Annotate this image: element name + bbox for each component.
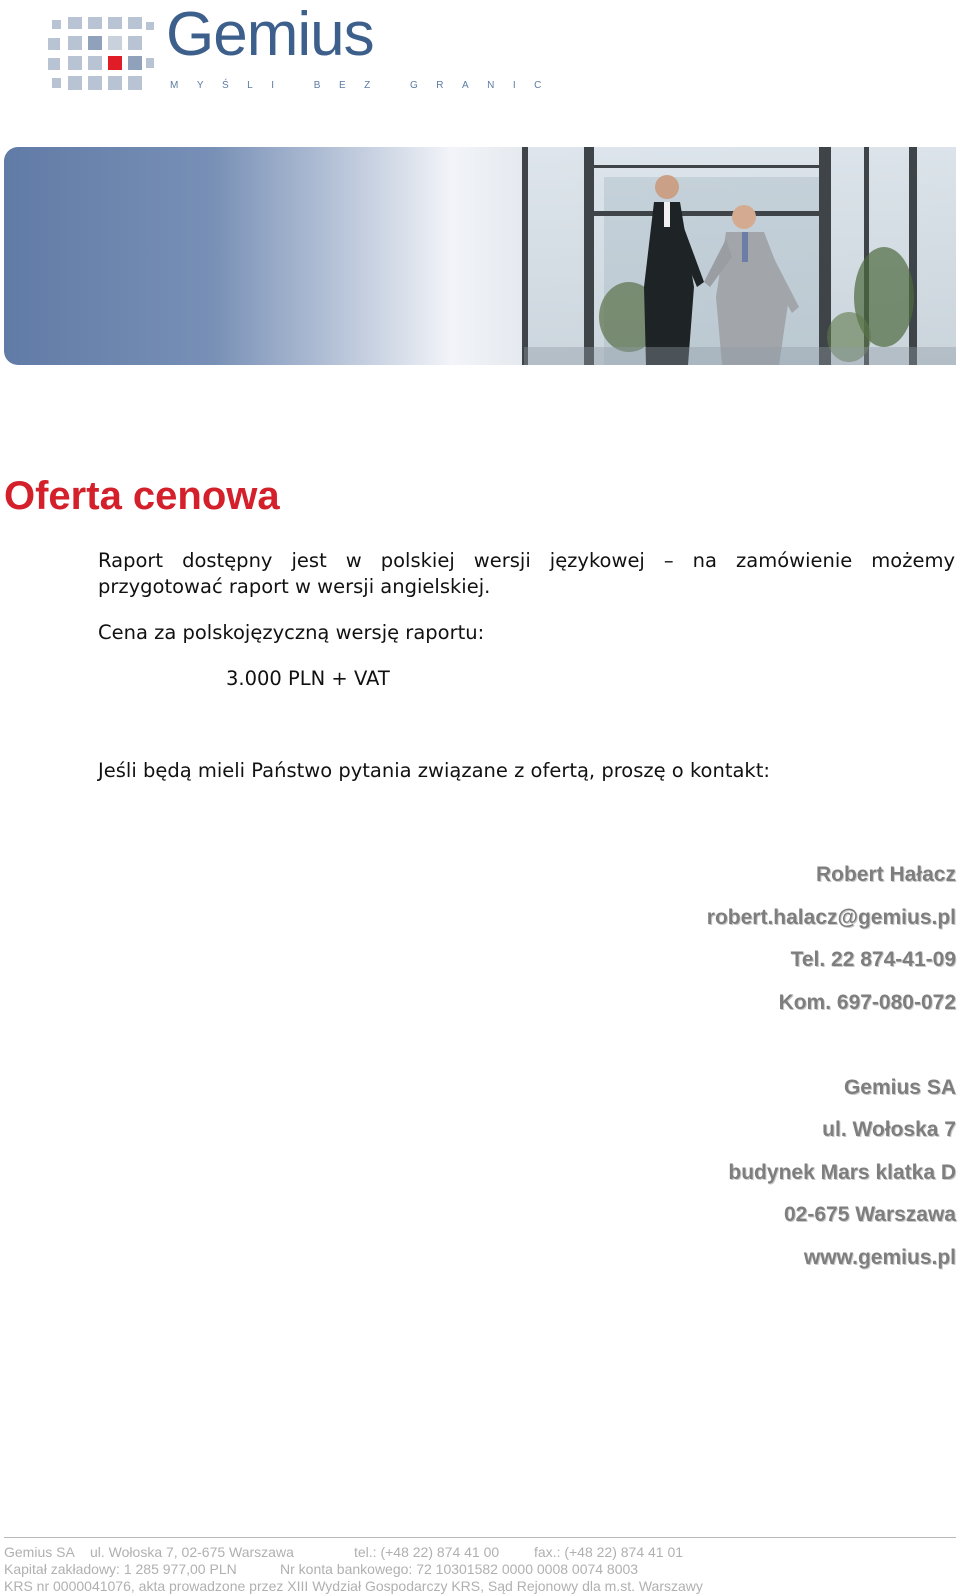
intro-paragraph <box>98 548 955 600</box>
footer-line-2 <box>4 1561 638 1578</box>
footer-tel: tel.: (+48 22) 874 41 00 <box>354 1544 500 1560</box>
header-banner-photo <box>4 147 956 365</box>
logo-wordmark: Gemius <box>166 0 374 69</box>
footer-capital: Kapitał zakładowy: 1 285 977,00 PLN <box>4 1561 237 1577</box>
company-city: 02-675 Warszawa <box>784 1203 956 1226</box>
contact-email-link[interactable]: robert.halacz@gemius.pl <box>706 906 956 929</box>
price-label: Cena za polskojęzyczną wersję raportu: <box>98 621 485 644</box>
footer-line-1 <box>4 1544 683 1561</box>
company-street: ul. Wołoska 7 <box>822 1118 956 1141</box>
contact-mobile: Kom. 697-080-072 <box>778 991 956 1014</box>
company-website-link[interactable]: www.gemius.pl <box>803 1246 956 1269</box>
contact-phone: Tel. 22 874-41-09 <box>790 948 956 971</box>
intro-line-2: przygotować raport w wersji angielskiej. <box>98 575 491 598</box>
footer-address: ul. Wołoska 7, 02-675 Warszawa <box>90 1544 294 1560</box>
page-title: Oferta cenowa <box>4 474 280 518</box>
contact-prompt: Jeśli będą mieli Państwo pytania związane z ofertą, proszę o kontakt: <box>98 759 770 782</box>
footer-fax: fax.: (+48 22) 874 41 01 <box>534 1544 684 1560</box>
footer-divider <box>4 1537 956 1538</box>
footer-company: Gemius SA <box>4 1544 75 1560</box>
banner-illustration <box>4 147 956 365</box>
footer-line-3 <box>4 1578 703 1595</box>
intro-line-1: Raport dostępny jest w polskiej wersji językowej – na zamówienie możemy <box>98 549 955 572</box>
logo-grid-icon <box>48 14 160 98</box>
price-value: 3.000 PLN + VAT <box>226 667 390 690</box>
footer-krs: KRS nr 0000041076, akta prowadzone przez XIII Wydział Gospodarczy KRS, Sąd Rejonowy dla m.st. Warszawy <box>4 1578 703 1594</box>
company-name: Gemius SA <box>843 1076 956 1099</box>
company-building: budynek Mars klatka D <box>728 1161 956 1184</box>
logo-tagline: MYŚLI BEZ GRANIC <box>170 80 560 91</box>
footer-bank: Nr konta bankowego: 72 10301582 0000 0008 0074 8003 <box>280 1561 639 1577</box>
contact-name: Robert Hałacz <box>815 863 956 886</box>
company-logo <box>48 0 560 100</box>
